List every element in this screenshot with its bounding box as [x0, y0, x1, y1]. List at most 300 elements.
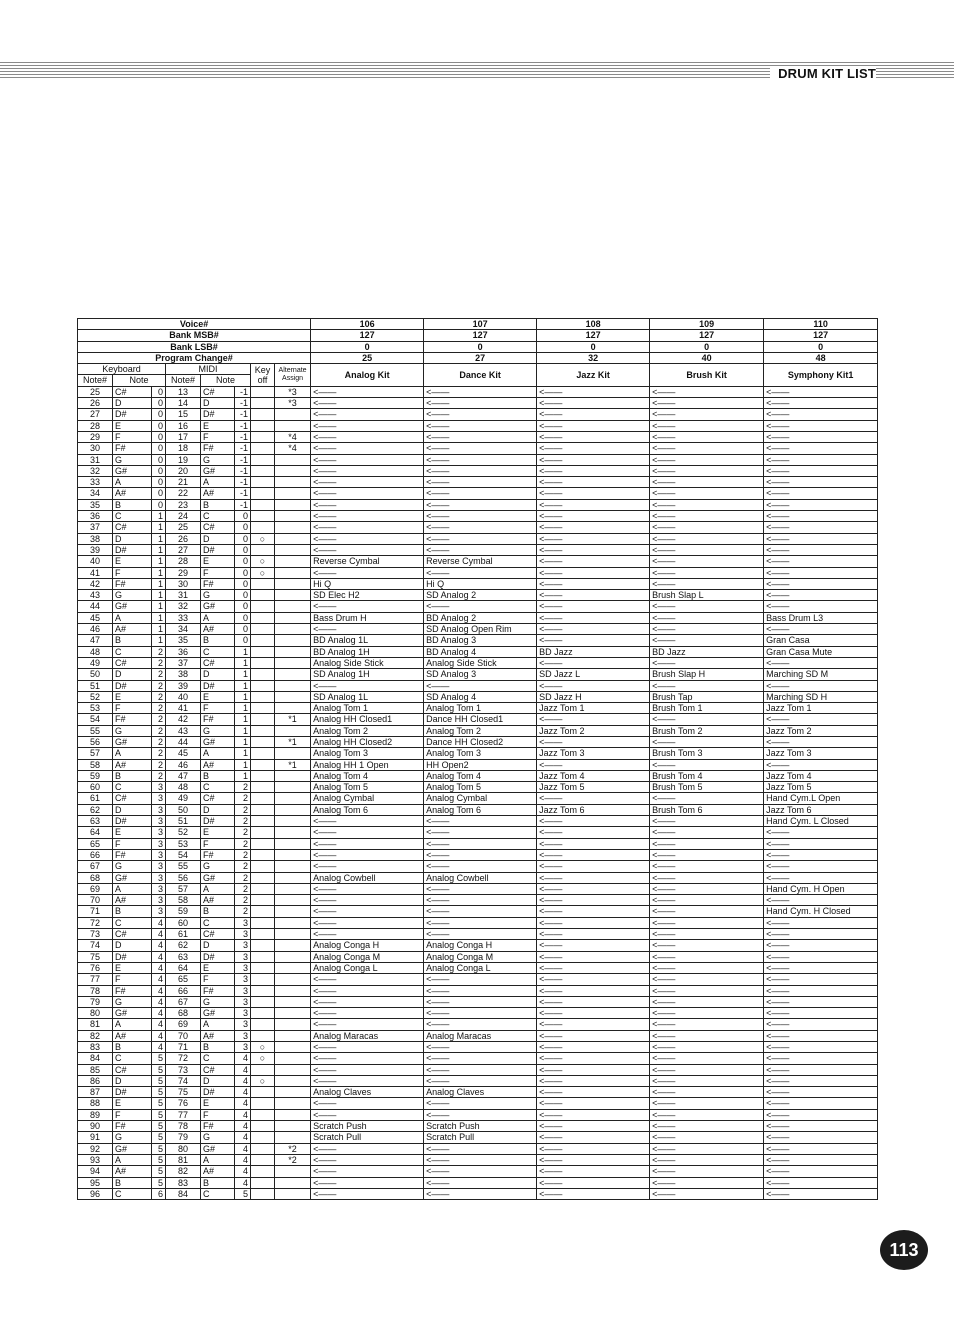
kit-cell-analog: Reverse Cymbal: [311, 556, 424, 567]
midi-note-number: 78: [166, 1121, 201, 1132]
kit-lsb: 0: [764, 341, 878, 352]
midi-header: MIDI: [166, 364, 251, 375]
kit-cell-symphony: <——: [764, 522, 878, 533]
alternate-assign-cell: [275, 1019, 311, 1030]
kit-cell-analog: <——: [311, 1098, 424, 1109]
keyboard-octave: 1: [152, 635, 166, 646]
kit-cell-symphony: <——: [764, 567, 878, 578]
alternate-assign-cell: [275, 556, 311, 567]
kit-cell-jazz: Jazz Tom 1: [537, 703, 650, 714]
midi-note-number: 64: [166, 962, 201, 973]
keyboard-note-number: 83: [78, 1042, 113, 1053]
midi-note-number: 42: [166, 714, 201, 725]
table-row: [78, 1053, 878, 1064]
kit-cell-dance: <——: [424, 1008, 537, 1019]
kit-cell-jazz: <——: [537, 985, 650, 996]
midi-octave: 4: [235, 1098, 251, 1109]
kit-name: Dance Kit: [424, 364, 537, 387]
kit-cell-symphony: <——: [764, 1098, 878, 1109]
midi-note-name: G#: [201, 465, 235, 476]
midi-octave: 1: [235, 770, 251, 781]
keyboard-octave: 2: [152, 725, 166, 736]
kit-msb: 127: [424, 330, 537, 341]
keyboard-octave: 3: [152, 793, 166, 804]
midi-note-name: A#: [201, 1166, 235, 1177]
kit-cell-brush: <——: [650, 409, 764, 420]
midi-note-number: 28: [166, 556, 201, 567]
kit-cell-dance: <——: [424, 1098, 537, 1109]
kit-cell-analog: <——: [311, 443, 424, 454]
table-body: [78, 386, 878, 1199]
kit-cell-dance: <——: [424, 974, 537, 985]
keyboard-note-number: 80: [78, 1008, 113, 1019]
kit-cell-symphony: <——: [764, 861, 878, 872]
midi-octave: 3: [235, 940, 251, 951]
keyboard-note-name: F: [113, 974, 152, 985]
kit-cell-dance: <——: [424, 1166, 537, 1177]
keyboard-note-number: 77: [78, 974, 113, 985]
midi-octave: 2: [235, 816, 251, 827]
alternate-assign-cell: *4: [275, 431, 311, 442]
midi-octave: 4: [235, 1166, 251, 1177]
keyboard-note-number: 58: [78, 759, 113, 770]
keyboard-octave: 5: [152, 1064, 166, 1075]
keyboard-octave: 0: [152, 431, 166, 442]
midi-note-name: C#: [201, 793, 235, 804]
kit-cell-analog: SD Elec H2: [311, 590, 424, 601]
keyboard-note-number: 64: [78, 827, 113, 838]
keyboard-octave: 3: [152, 827, 166, 838]
key-off-cell: [251, 420, 275, 431]
midi-octave: 2: [235, 861, 251, 872]
table-row: [78, 1019, 878, 1030]
kit-lsb: 0: [424, 341, 537, 352]
kit-cell-dance: BD Analog 2: [424, 612, 537, 623]
midi-octave: 2: [235, 793, 251, 804]
keyboard-note-number-header: Note#: [78, 375, 113, 386]
kit-cell-dance: <——: [424, 1109, 537, 1120]
kit-cell-jazz: <——: [537, 409, 650, 420]
kit-cell-brush: <——: [650, 816, 764, 827]
kit-name: Brush Kit: [650, 364, 764, 387]
kit-cell-symphony: <——: [764, 1030, 878, 1041]
alternate-assign-cell: [275, 1064, 311, 1075]
kit-cell-dance: <——: [424, 985, 537, 996]
midi-note-number: 54: [166, 849, 201, 860]
kit-cell-symphony: <——: [764, 657, 878, 668]
table-row: [78, 895, 878, 906]
key-off-cell: ○: [251, 1075, 275, 1086]
midi-octave: 1: [235, 669, 251, 680]
keyboard-note-name: C#: [113, 793, 152, 804]
table-row: [78, 544, 878, 555]
keyboard-note-number: 73: [78, 929, 113, 940]
kit-cell-brush: <——: [650, 861, 764, 872]
key-off-cell: ○: [251, 556, 275, 567]
kit-cell-analog: <——: [311, 511, 424, 522]
keyboard-note-name: G: [113, 861, 152, 872]
table-row: [78, 1166, 878, 1177]
kit-cell-dance: Analog Tom 1: [424, 703, 537, 714]
midi-note-name: G: [201, 590, 235, 601]
table-row: [78, 770, 878, 781]
kit-cell-jazz: <——: [537, 974, 650, 985]
midi-note-number: 77: [166, 1109, 201, 1120]
alternate-assign-cell: *3: [275, 386, 311, 397]
midi-note-name: A: [201, 748, 235, 759]
kit-cell-analog: BD Analog 1H: [311, 646, 424, 657]
kit-cell-analog: <——: [311, 1188, 424, 1199]
kit-cell-analog: <——: [311, 1042, 424, 1053]
kit-cell-jazz: <——: [537, 759, 650, 770]
kit-cell-symphony: <——: [764, 1075, 878, 1086]
midi-note-name: A#: [201, 759, 235, 770]
kit-cell-analog: Analog HH Closed2: [311, 736, 424, 747]
kit-cell-symphony: Bass Drum L3: [764, 612, 878, 623]
key-off-cell: [251, 940, 275, 951]
table-row: [78, 1143, 878, 1154]
keyboard-note-name: D#: [113, 409, 152, 420]
key-off-cell: [251, 1064, 275, 1075]
keyboard-octave: 4: [152, 962, 166, 973]
keyboard-note-number: 75: [78, 951, 113, 962]
kit-cell-dance: Analog Conga L: [424, 962, 537, 973]
alternate-assign-cell: [275, 1177, 311, 1188]
kit-cell-symphony: <——: [764, 962, 878, 973]
keyboard-note-name: F#: [113, 714, 152, 725]
kit-cell-dance: Analog Tom 5: [424, 782, 537, 793]
kit-program-change: 27: [424, 352, 537, 363]
kit-cell-analog: <——: [311, 488, 424, 499]
kit-cell-analog: Analog Tom 6: [311, 804, 424, 815]
kit-cell-dance: <——: [424, 477, 537, 488]
alternate-assign-cell: *2: [275, 1154, 311, 1165]
keyboard-note-name: G: [113, 725, 152, 736]
midi-note-number: 25: [166, 522, 201, 533]
keyboard-note-name: D#: [113, 544, 152, 555]
midi-note-name: F#: [201, 714, 235, 725]
kit-cell-analog: <——: [311, 465, 424, 476]
midi-octave: -1: [235, 477, 251, 488]
key-off-cell: [251, 1132, 275, 1143]
midi-note-name: A#: [201, 895, 235, 906]
kit-cell-jazz: <——: [537, 951, 650, 962]
kit-cell-brush: Brush Slap H: [650, 669, 764, 680]
midi-note-number: 23: [166, 499, 201, 510]
midi-note-name: A: [201, 477, 235, 488]
alternate-assign-cell: [275, 454, 311, 465]
kit-cell-analog: Analog Cowbell: [311, 872, 424, 883]
kit-cell-jazz: <——: [537, 883, 650, 894]
bank-msb-label: Bank MSB#: [78, 330, 311, 341]
kit-cell-brush: <——: [650, 838, 764, 849]
keyboard-note-name: G: [113, 1132, 152, 1143]
kit-cell-analog: <——: [311, 1019, 424, 1030]
keyboard-octave: 5: [152, 1177, 166, 1188]
keyboard-octave: 6: [152, 1188, 166, 1199]
midi-octave: 4: [235, 1053, 251, 1064]
kit-cell-dance: SD Analog 3: [424, 669, 537, 680]
alternate-assign-cell: [275, 849, 311, 860]
keyboard-note-number: 79: [78, 996, 113, 1007]
alternate-assign-cell: [275, 544, 311, 555]
table-row: [78, 1154, 878, 1165]
midi-note-number: 66: [166, 985, 201, 996]
table-row: [78, 703, 878, 714]
kit-cell-jazz: <——: [537, 1053, 650, 1064]
midi-note-name: F: [201, 567, 235, 578]
keyboard-note-number: 89: [78, 1109, 113, 1120]
kit-cell-dance: <——: [424, 849, 537, 860]
kit-cell-brush: <——: [650, 488, 764, 499]
keyboard-note-number: 47: [78, 635, 113, 646]
keyboard-note-name: A: [113, 1019, 152, 1030]
key-off-cell: [251, 736, 275, 747]
kit-cell-jazz: <——: [537, 861, 650, 872]
kit-cell-dance: <——: [424, 996, 537, 1007]
midi-octave: 4: [235, 1177, 251, 1188]
keyboard-octave: 3: [152, 804, 166, 815]
key-off-cell: [251, 544, 275, 555]
kit-cell-symphony: <——: [764, 940, 878, 951]
keyboard-note-number: 36: [78, 511, 113, 522]
midi-octave: 3: [235, 929, 251, 940]
midi-note-name: F#: [201, 443, 235, 454]
key-off-cell: [251, 691, 275, 702]
kit-cell-symphony: <——: [764, 917, 878, 928]
keyboard-octave: 3: [152, 849, 166, 860]
keyboard-note-number: 44: [78, 601, 113, 612]
keyboard-note-name: F#: [113, 443, 152, 454]
keyboard-note-number: 29: [78, 431, 113, 442]
midi-note-number: 62: [166, 940, 201, 951]
midi-octave: 4: [235, 1132, 251, 1143]
midi-octave: 1: [235, 703, 251, 714]
alternate-assign-cell: [275, 770, 311, 781]
midi-octave: 1: [235, 714, 251, 725]
midi-note-number: 19: [166, 454, 201, 465]
keyboard-note-name: A#: [113, 488, 152, 499]
kit-cell-dance: Scratch Push: [424, 1121, 537, 1132]
kit-cell-brush: <——: [650, 962, 764, 973]
keyboard-note-name: C: [113, 917, 152, 928]
kit-cell-analog: BD Analog 1L: [311, 635, 424, 646]
key-off-cell: [251, 703, 275, 714]
kit-cell-symphony: <——: [764, 1087, 878, 1098]
key-off-cell: [251, 1019, 275, 1030]
kit-cell-symphony: <——: [764, 443, 878, 454]
midi-note-number: 73: [166, 1064, 201, 1075]
alternate-assign-cell: [275, 1075, 311, 1086]
kit-cell-analog: Analog Conga H: [311, 940, 424, 951]
keyboard-note-name: D#: [113, 951, 152, 962]
kit-cell-analog: <——: [311, 544, 424, 555]
key-off-cell: [251, 1109, 275, 1120]
keyboard-octave: 0: [152, 420, 166, 431]
keyboard-note-name: C#: [113, 929, 152, 940]
kit-cell-jazz: <——: [537, 556, 650, 567]
kit-cell-analog: <——: [311, 477, 424, 488]
keyboard-note-number: 43: [78, 590, 113, 601]
key-off-cell: [251, 782, 275, 793]
key-off-cell: [251, 770, 275, 781]
kit-cell-analog: SD Analog 1L: [311, 691, 424, 702]
alternate-assign-cell: [275, 895, 311, 906]
kit-cell-analog: Hi Q: [311, 578, 424, 589]
alternate-assign-cell: [275, 929, 311, 940]
table-row: [78, 861, 878, 872]
keyboard-note-number: 63: [78, 816, 113, 827]
midi-note-name: F#: [201, 985, 235, 996]
kit-cell-symphony: <——: [764, 1154, 878, 1165]
kit-cell-dance: <——: [424, 443, 537, 454]
kit-cell-brush: <——: [650, 793, 764, 804]
kit-cell-analog: <——: [311, 917, 424, 928]
alternate-assign-cell: [275, 624, 311, 635]
table-row: [78, 511, 878, 522]
table-row: [78, 1008, 878, 1019]
keyboard-octave: 5: [152, 1121, 166, 1132]
midi-note-number: 60: [166, 917, 201, 928]
keyboard-note-number: 59: [78, 770, 113, 781]
kit-cell-analog: Analog HH Closed1: [311, 714, 424, 725]
kit-cell-jazz: <——: [537, 1188, 650, 1199]
table-row: [78, 691, 878, 702]
midi-note-name: A: [201, 1019, 235, 1030]
kit-cell-symphony: <——: [764, 1053, 878, 1064]
midi-octave: 3: [235, 1019, 251, 1030]
kit-cell-dance: <——: [424, 861, 537, 872]
kit-cell-symphony: <——: [764, 1019, 878, 1030]
keyboard-note-number: 45: [78, 612, 113, 623]
midi-octave: 2: [235, 872, 251, 883]
alternate-assign-cell: [275, 601, 311, 612]
alternate-assign-cell: [275, 612, 311, 623]
kit-cell-analog: <——: [311, 985, 424, 996]
keyboard-octave: 2: [152, 669, 166, 680]
kit-cell-dance: Dance HH Closed2: [424, 736, 537, 747]
table-row: [78, 1030, 878, 1041]
kit-cell-brush: <——: [650, 940, 764, 951]
kit-cell-dance: Analog Claves: [424, 1087, 537, 1098]
keyboard-octave: 2: [152, 714, 166, 725]
keyboard-note-name: C#: [113, 1064, 152, 1075]
kit-cell-analog: <——: [311, 431, 424, 442]
alternate-assign-cell: [275, 477, 311, 488]
table-row: [78, 1121, 878, 1132]
keyboard-note-number: 26: [78, 398, 113, 409]
keyboard-note-name: E: [113, 827, 152, 838]
kit-cell-symphony: <——: [764, 680, 878, 691]
kit-cell-brush: Brush Tom 5: [650, 782, 764, 793]
keyboard-note-name: B: [113, 1042, 152, 1053]
alternate-assign-cell: [275, 951, 311, 962]
key-off-cell: [251, 386, 275, 397]
key-off-cell: [251, 635, 275, 646]
key-off-cell: [251, 1030, 275, 1041]
key-off-cell: [251, 1166, 275, 1177]
kit-cell-analog: <——: [311, 827, 424, 838]
kit-cell-dance: <——: [424, 386, 537, 397]
key-off-cell: [251, 996, 275, 1007]
kit-cell-jazz: <——: [537, 940, 650, 951]
keyboard-octave: 4: [152, 917, 166, 928]
midi-octave: 0: [235, 511, 251, 522]
keyboard-octave: 0: [152, 488, 166, 499]
kit-msb: 127: [311, 330, 424, 341]
table-row: [78, 578, 878, 589]
kit-cell-symphony: <——: [764, 951, 878, 962]
keyboard-note-number: 70: [78, 895, 113, 906]
table-row: [78, 454, 878, 465]
keyboard-note-number: 87: [78, 1087, 113, 1098]
kit-cell-dance: Reverse Cymbal: [424, 556, 537, 567]
midi-note-number: 82: [166, 1166, 201, 1177]
midi-octave: 5: [235, 1188, 251, 1199]
keyboard-note-name: E: [113, 691, 152, 702]
key-off-cell: [251, 522, 275, 533]
midi-note-number: 48: [166, 782, 201, 793]
keyboard-octave: 1: [152, 533, 166, 544]
midi-octave: 0: [235, 556, 251, 567]
kit-cell-dance: <——: [424, 409, 537, 420]
keyboard-note-name: A#: [113, 759, 152, 770]
midi-octave: 2: [235, 782, 251, 793]
kit-cell-brush: <——: [650, 1132, 764, 1143]
kit-cell-dance: <——: [424, 488, 537, 499]
kit-cell-brush: BD Jazz: [650, 646, 764, 657]
midi-note-name: B: [201, 1042, 235, 1053]
kit-cell-analog: <——: [311, 1053, 424, 1064]
keyboard-octave: 3: [152, 872, 166, 883]
keyboard-note-number: 27: [78, 409, 113, 420]
table-row: [78, 431, 878, 442]
keyboard-note-name: A#: [113, 1030, 152, 1041]
table-row: [78, 736, 878, 747]
keyboard-octave: 0: [152, 443, 166, 454]
kit-cell-symphony: <——: [764, 996, 878, 1007]
alternate-assign-cell: [275, 646, 311, 657]
midi-note-number: 65: [166, 974, 201, 985]
keyboard-note-number: 82: [78, 1030, 113, 1041]
keyboard-note-number: 40: [78, 556, 113, 567]
alternate-assign-header: Alternate Assign: [275, 364, 311, 387]
midi-note-number: 84: [166, 1188, 201, 1199]
alternate-assign-cell: [275, 1030, 311, 1041]
kit-cell-dance: <——: [424, 906, 537, 917]
key-off-cell: [251, 1188, 275, 1199]
midi-note-name: A: [201, 1154, 235, 1165]
keyboard-note-number: 91: [78, 1132, 113, 1143]
kit-cell-symphony: <——: [764, 454, 878, 465]
kit-cell-brush: <——: [650, 1042, 764, 1053]
keyboard-note-name: B: [113, 906, 152, 917]
key-off-cell: [251, 895, 275, 906]
keyboard-note-name: A#: [113, 895, 152, 906]
key-off-cell: [251, 409, 275, 420]
midi-octave: 3: [235, 1042, 251, 1053]
kit-cell-dance: <——: [424, 917, 537, 928]
table-row: [78, 409, 878, 420]
keyboard-note-number: 67: [78, 861, 113, 872]
keyboard-octave: 2: [152, 680, 166, 691]
midi-octave: 0: [235, 544, 251, 555]
key-off-cell: [251, 883, 275, 894]
kit-cell-brush: <——: [650, 906, 764, 917]
keyboard-octave: 1: [152, 556, 166, 567]
kit-cell-dance: <——: [424, 1154, 537, 1165]
kit-cell-dance: Analog Tom 4: [424, 770, 537, 781]
